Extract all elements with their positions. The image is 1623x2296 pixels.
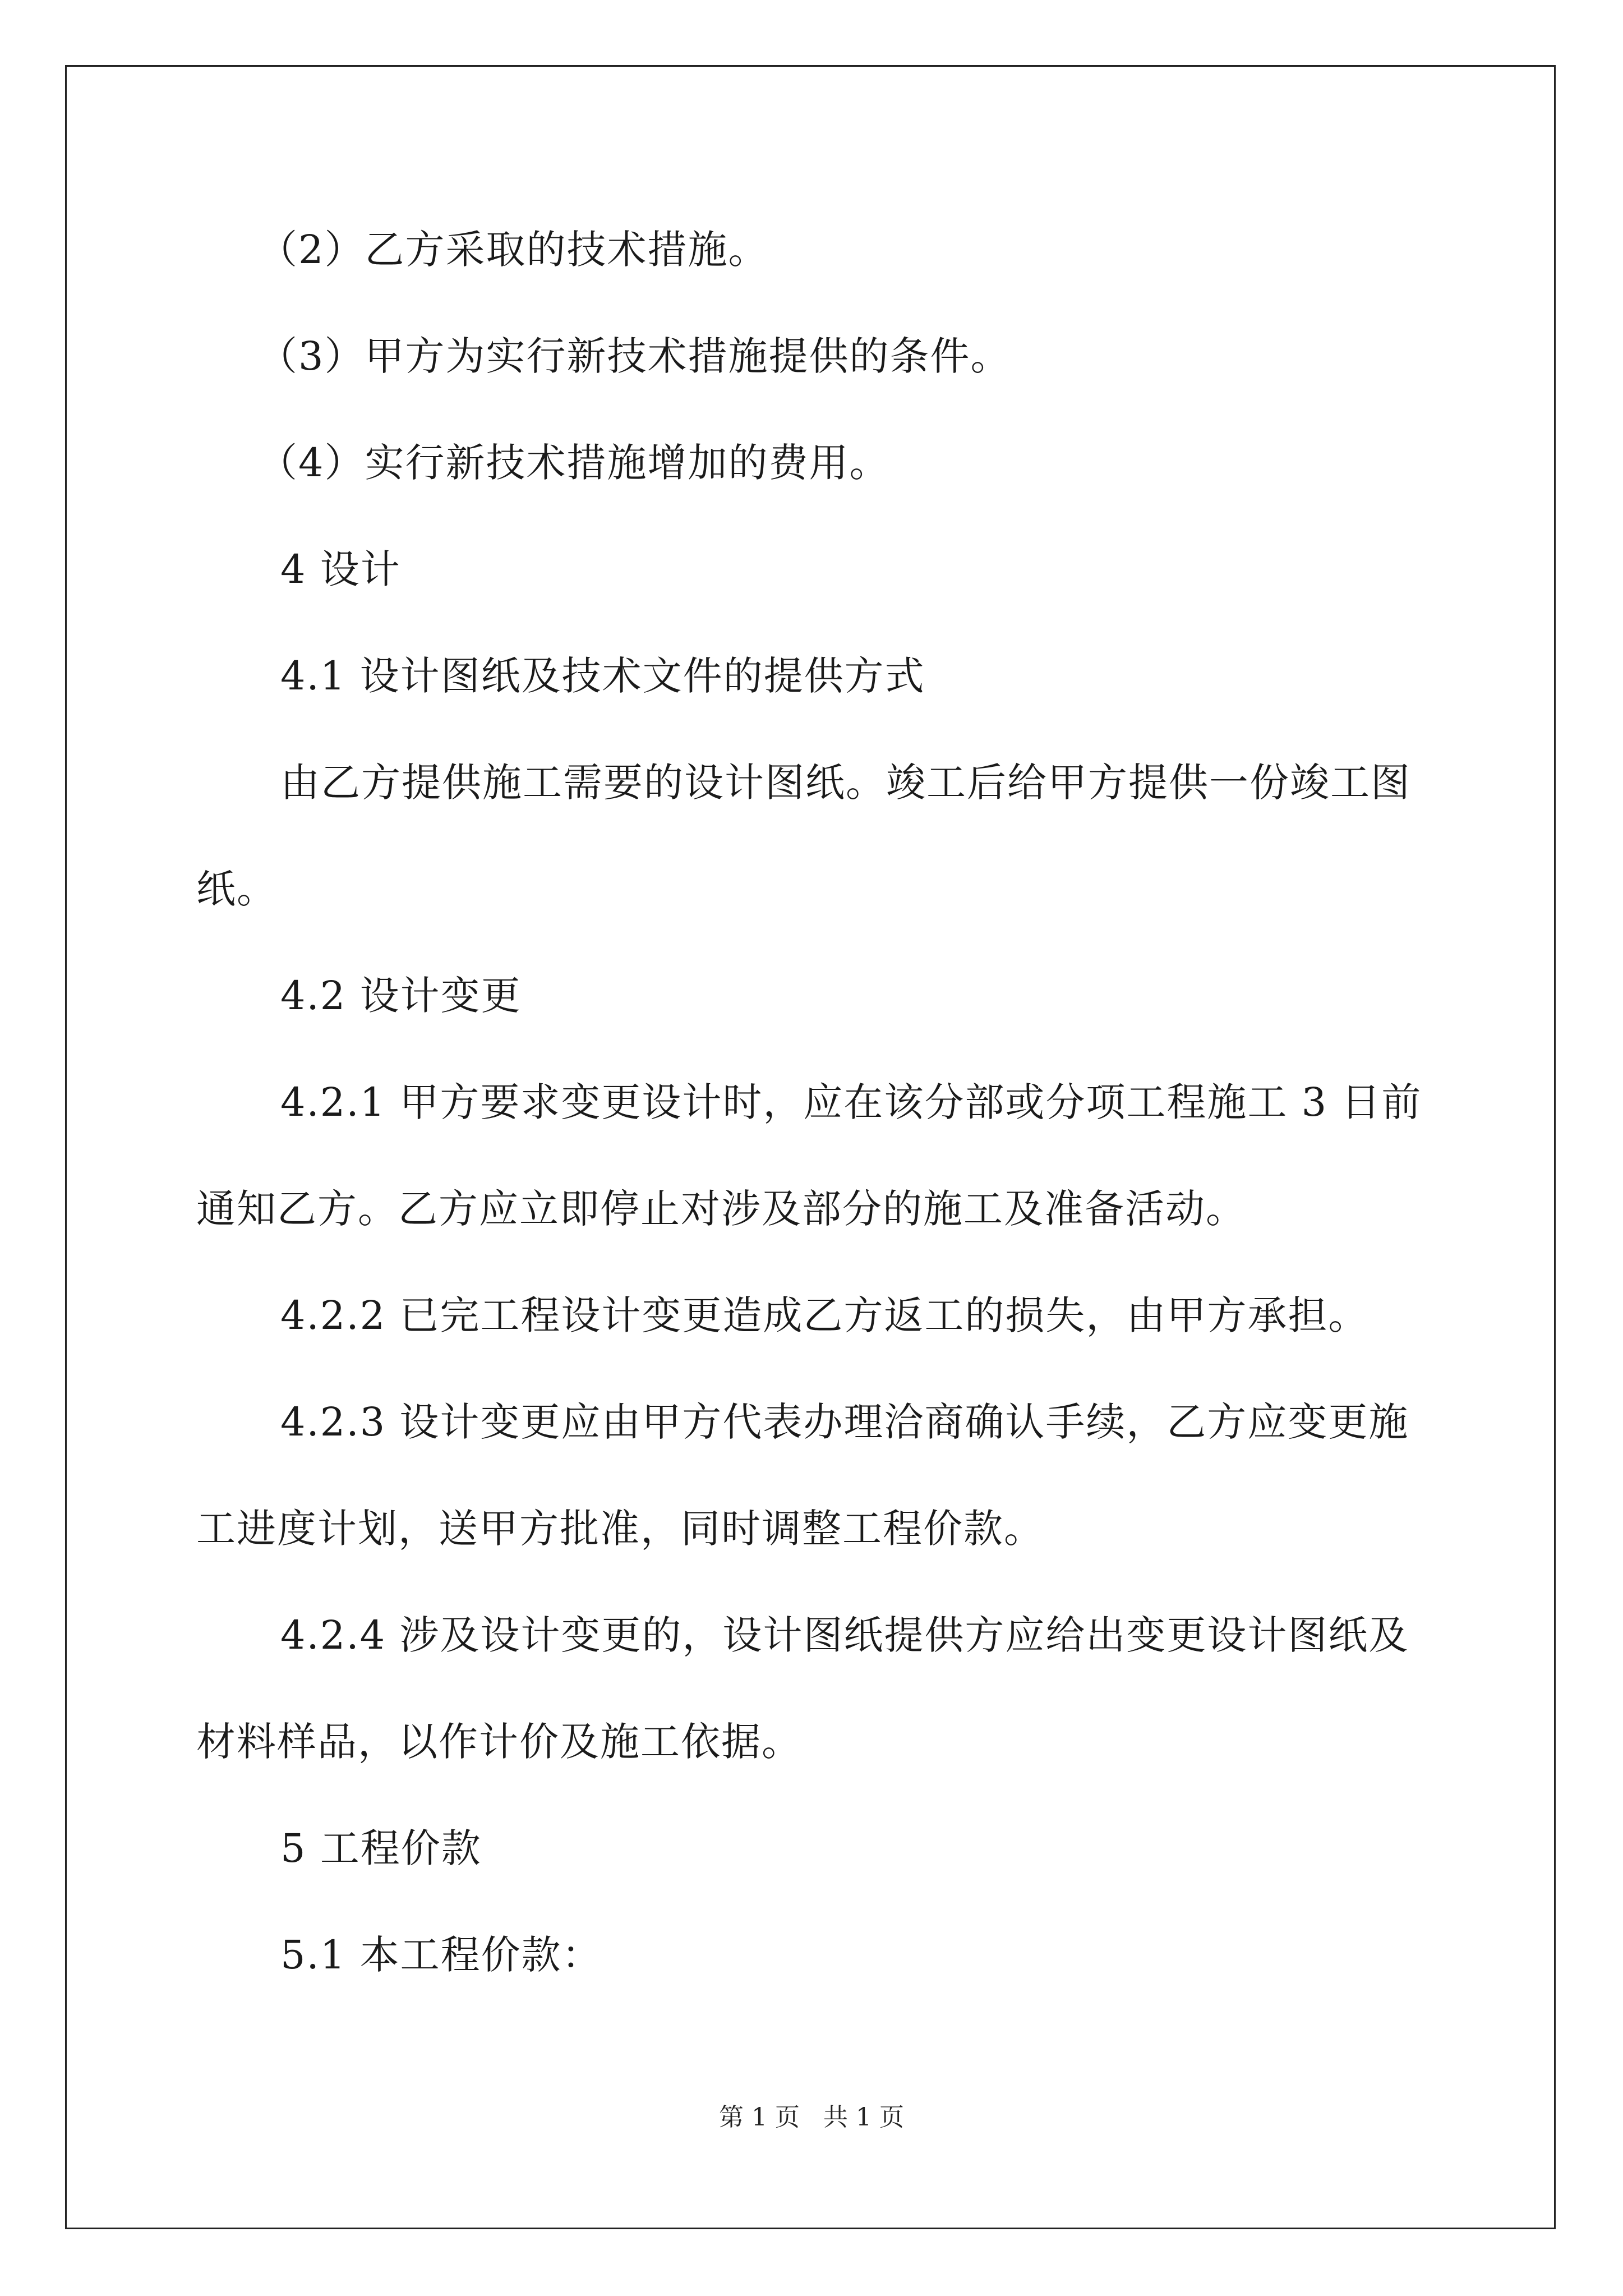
section-heading-5: 5 工程价款 (280, 1825, 482, 1871)
paragraph-item-3: （3）甲方为实行新技术措施提供的条件。 (258, 333, 1011, 379)
section-heading-4: 4 设计 (280, 546, 401, 592)
page-footer (0, 2101, 1623, 2134)
page-number: 第 1 页 (719, 2103, 800, 2132)
clause-4-2-3-line1: 4.2.3 设计变更应由甲方代表办理洽商确认手续，乙方应变更施 (280, 1399, 1409, 1445)
clause-4-2-1-line2: 通知乙方。乙方应立即停止对涉及部分的施工及准备活动。 (196, 1186, 1246, 1232)
clause-4-2-1-line1: 4.2.1 甲方要求变更设计时，应在该分部或分项工程施工 3 日前 (280, 1079, 1422, 1125)
paragraph-item-2: （2）乙方采取的技术措施。 (258, 227, 769, 273)
clause-4-2-2: 4.2.2 已完工程设计变更造成乙方返工的损失，由甲方承担。 (280, 1292, 1369, 1338)
paragraph-item-4: （4）实行新技术措施增加的费用。 (258, 440, 890, 486)
section-heading-4-1: 4.1 设计图纸及技术文件的提供方式 (280, 653, 925, 699)
clause-4-2-4-line2: 材料样品，以作计价及施工依据。 (196, 1719, 802, 1765)
section-heading-5-1: 5.1 本工程价款： (280, 1932, 602, 1978)
clause-4-2-4-line1: 4.2.4 涉及设计变更的，设计图纸提供方应给出变更设计图纸及 (280, 1612, 1409, 1658)
page-total: 共 1 页 (823, 2103, 904, 2132)
section-heading-4-2: 4.2 设计变更 (280, 973, 522, 1019)
paragraph-4-1-line2: 纸。 (196, 866, 277, 912)
paragraph-4-1-line1: 由乙方提供施工需要的设计图纸。竣工后给甲方提供一份竣工图 (280, 760, 1411, 806)
clause-4-2-3-line2: 工进度计划，送甲方批准，同时调整工程价款。 (196, 1506, 1044, 1552)
page-border (65, 65, 1556, 2229)
